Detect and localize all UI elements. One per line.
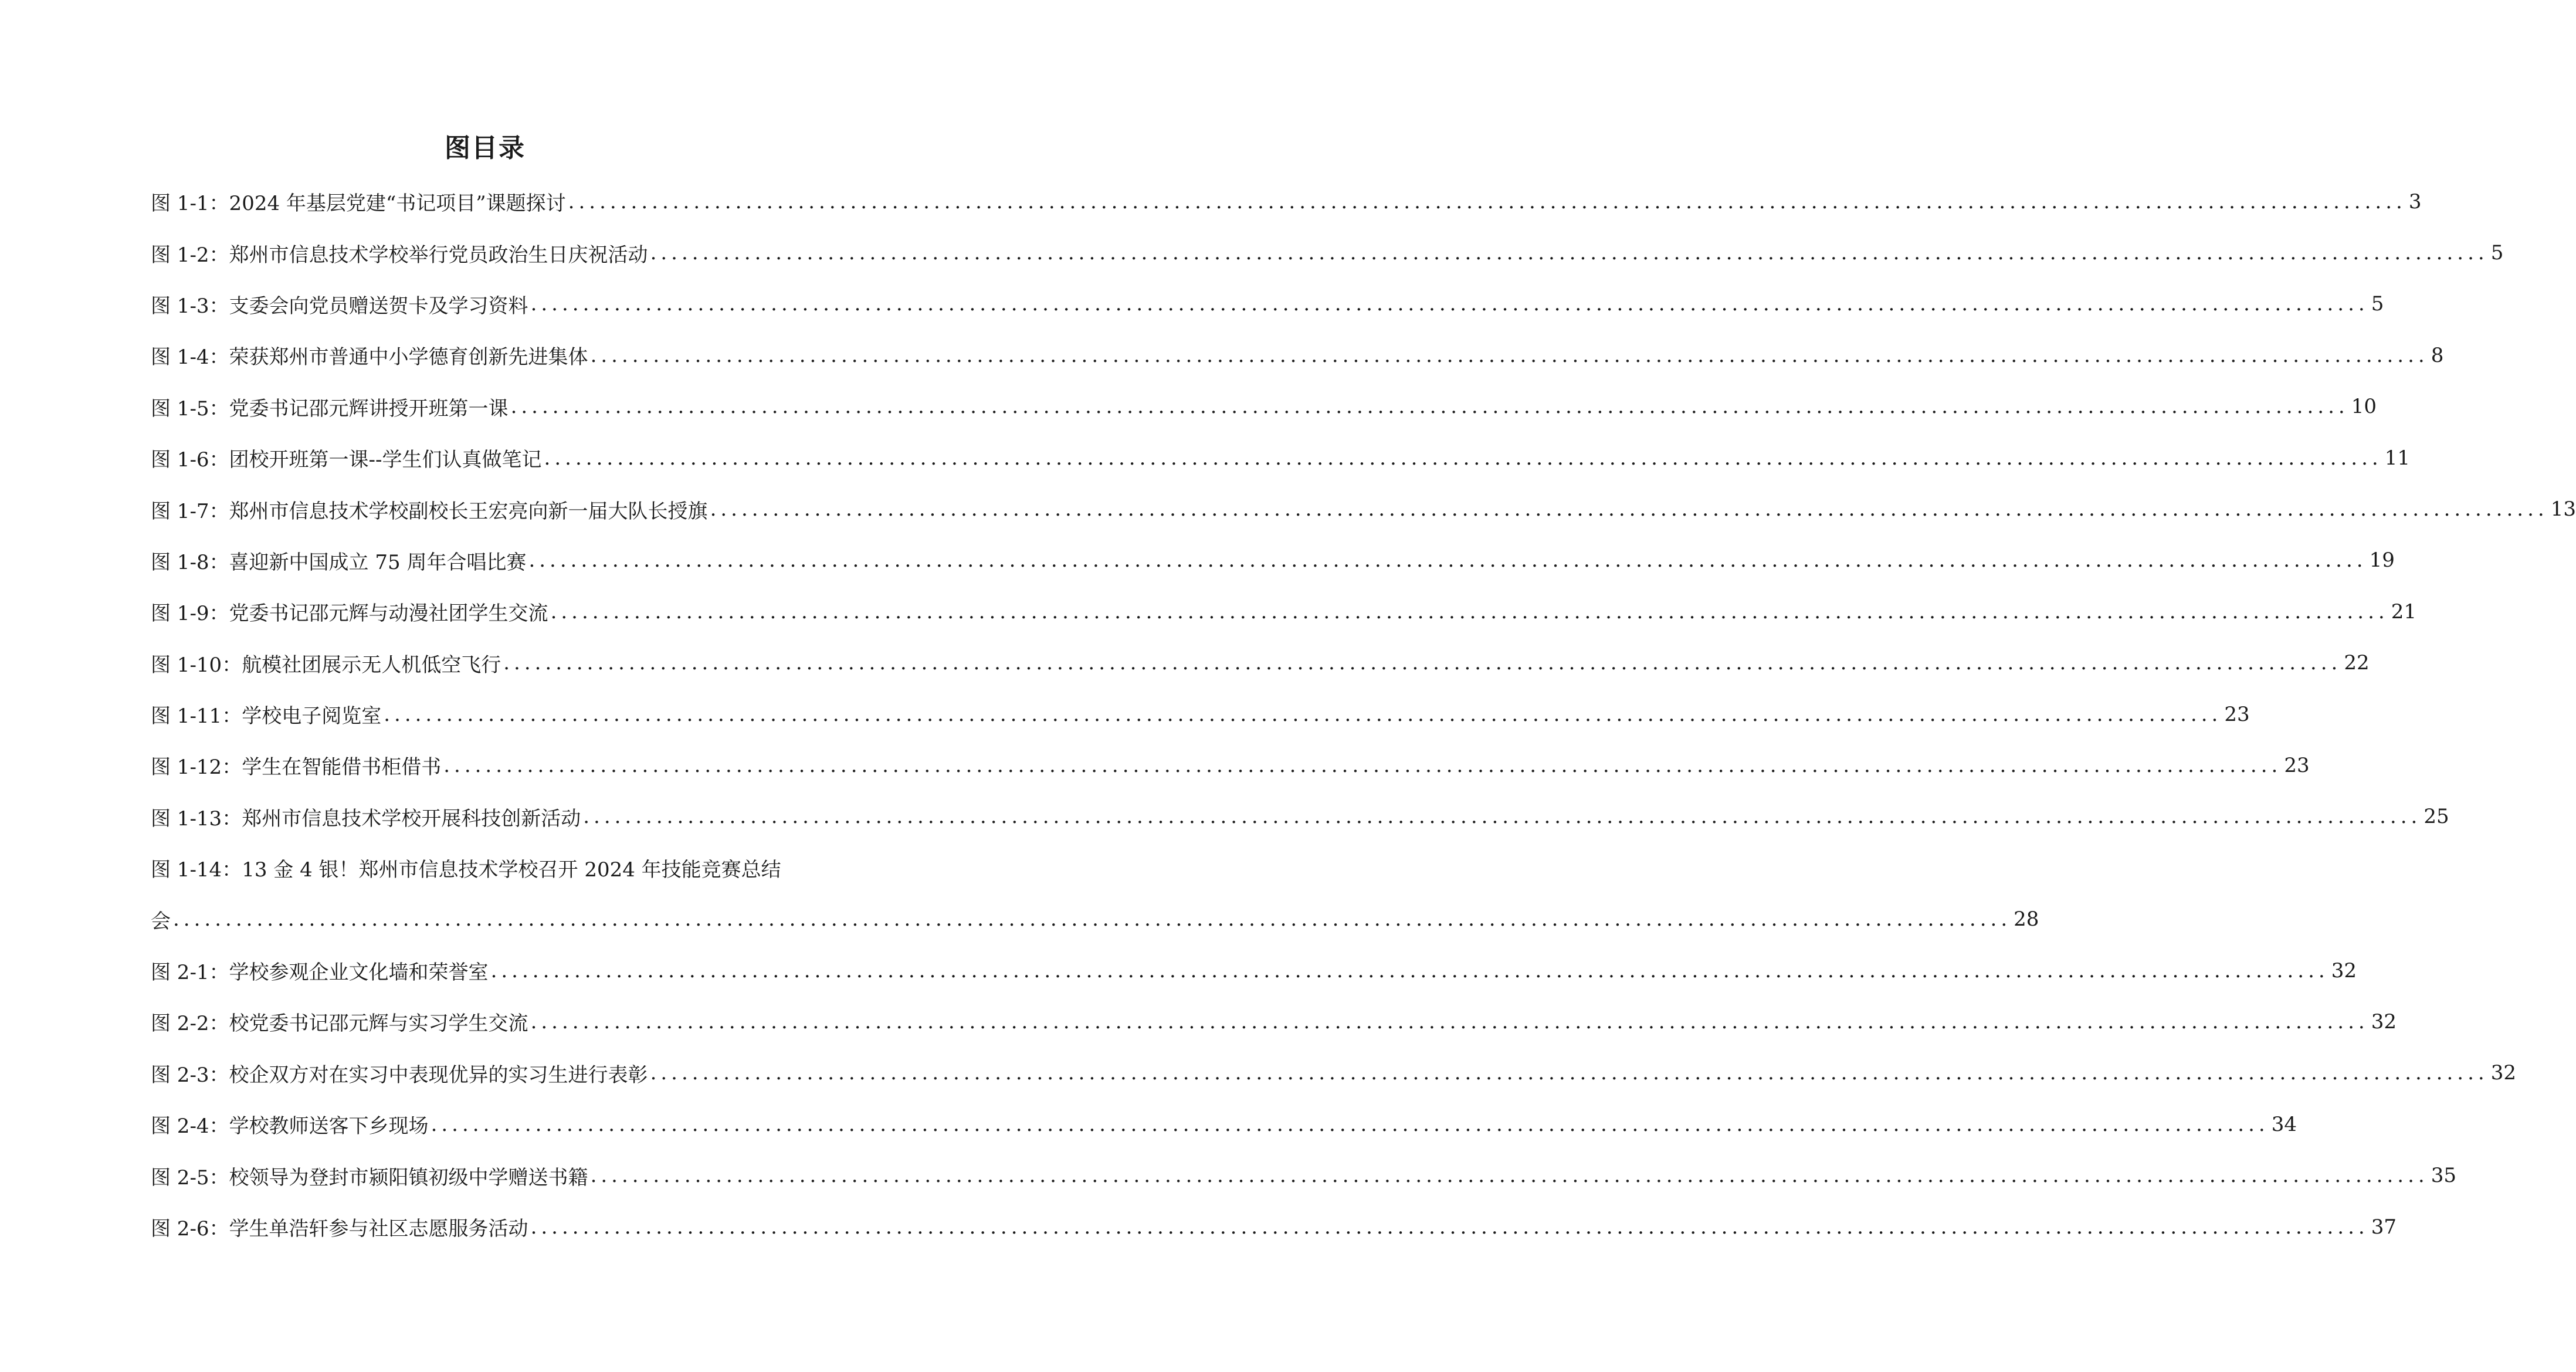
entry-page: 21 xyxy=(2391,599,2416,624)
list-item[interactable] xyxy=(151,689,2250,740)
entry-page: 11 xyxy=(2384,446,2410,470)
entry-page: 23 xyxy=(2224,702,2250,726)
entry-label: 图 2-4：学校教师送客下乡现场 xyxy=(151,1114,429,1139)
list-item[interactable] xyxy=(151,330,2444,381)
entry-label: 图 1-7：郑州市信息技术学校副校长王宏亮向新一届大队长授旗 xyxy=(151,499,708,523)
list-item-continuation[interactable] xyxy=(151,893,2039,944)
dot-leader xyxy=(710,497,2548,521)
entry-page: 5 xyxy=(2490,241,2504,265)
entry-page: 22 xyxy=(2344,651,2370,675)
entry-label: 图 2-3：校企双方对在实习中表现优异的实习生进行表彰 xyxy=(151,1063,648,1087)
entry-page: 13 xyxy=(2550,497,2576,521)
dot-leader xyxy=(591,344,2429,367)
dot-leader xyxy=(650,241,2489,265)
entry-page: 37 xyxy=(2371,1215,2397,1239)
list-item[interactable] xyxy=(151,1150,2456,1201)
entry-label-continuation: 会 xyxy=(151,909,171,933)
entry-label: 图 1-1：2024 年基层党建“书记项目”课题探讨 xyxy=(151,192,566,216)
list-item[interactable] xyxy=(151,842,827,893)
entry-label: 图 2-6：学生单浩轩参与社区志愿服务活动 xyxy=(151,1217,528,1241)
entry-label: 图 1-13：郑州市信息技术学校开展科技创新活动 xyxy=(151,807,581,831)
dot-leader xyxy=(531,1010,2369,1034)
list-item[interactable] xyxy=(151,945,2357,996)
dot-leader xyxy=(503,651,2341,675)
list-item[interactable] xyxy=(151,227,2504,278)
entry-label: 图 1-2：郑州市信息技术学校举行党员政治生日庆祝活动 xyxy=(151,243,648,267)
dot-leader xyxy=(531,1215,2369,1239)
list-item[interactable] xyxy=(151,791,2449,842)
entry-label: 图 1-10：航模社团展示无人机低空飞行 xyxy=(151,653,501,677)
list-item[interactable] xyxy=(151,740,2310,791)
entry-page: 25 xyxy=(2424,805,2449,829)
dot-leader xyxy=(173,907,2011,931)
entry-label: 图 1-8：喜迎新中国成立 75 周年合唱比赛 xyxy=(151,550,527,574)
list-item[interactable] xyxy=(151,483,2576,534)
list-item[interactable] xyxy=(151,432,2410,483)
dot-leader xyxy=(544,446,2382,470)
list-item[interactable] xyxy=(151,535,2395,586)
entry-page: 35 xyxy=(2431,1164,2456,1188)
dot-leader xyxy=(531,292,2369,316)
dot-leader xyxy=(528,548,2367,572)
entry-label: 图 1-11：学校电子阅览室 xyxy=(151,704,382,729)
list-item[interactable] xyxy=(151,1099,2297,1150)
entry-page: 5 xyxy=(2371,292,2384,316)
entry-page: 32 xyxy=(2371,1009,2397,1034)
dot-leader xyxy=(583,805,2421,828)
entry-label: 图 1-4：荣获郑州市普通中小学德育创新先进集体 xyxy=(151,345,588,370)
list-item[interactable] xyxy=(151,381,2377,432)
dot-leader xyxy=(551,600,2389,624)
entry-label: 图 2-1：学校参观企业文化墙和荣誉室 xyxy=(151,961,489,985)
dot-leader xyxy=(431,1113,2269,1136)
entry-label: 图 2-5：校领导为登封市颍阳镇初级中学赠送书籍 xyxy=(151,1166,588,1190)
list-item[interactable] xyxy=(151,586,2416,637)
entry-page: 32 xyxy=(2331,958,2357,983)
dot-leader xyxy=(491,959,2329,983)
dot-leader xyxy=(443,754,2282,777)
list-item[interactable] xyxy=(151,638,2370,689)
entry-label: 图 2-2：校党委书记邵元辉与实习学生交流 xyxy=(151,1012,528,1036)
entry-page: 34 xyxy=(2271,1112,2297,1136)
entry-page: 32 xyxy=(2490,1061,2516,1085)
entry-page: 19 xyxy=(2369,548,2395,572)
list-item[interactable] xyxy=(151,176,2422,227)
figure-list xyxy=(151,176,2576,1252)
entry-label: 图 1-14：13 金 4 银！郑州市信息技术学校召开 2024 年技能竞赛总结 xyxy=(151,858,781,882)
list-item[interactable] xyxy=(151,996,2397,1047)
dot-leader xyxy=(591,1164,2429,1187)
entry-page: 23 xyxy=(2284,753,2310,777)
entry-page: 10 xyxy=(2351,395,2377,419)
entry-label: 图 1-3：支委会向党员赠送贺卡及学习资料 xyxy=(151,294,528,318)
list-item[interactable] xyxy=(151,1201,2397,1252)
entry-label: 图 1-5：党委书记邵元辉讲授开班第一课 xyxy=(151,397,509,421)
entry-label: 图 1-6：团校开班第一课--学生们认真做笔记 xyxy=(151,448,542,472)
list-item[interactable] xyxy=(151,1048,2516,1099)
entry-label: 图 1-12：学生在智能借书柜借书 xyxy=(151,756,442,780)
dot-leader xyxy=(650,1061,2489,1085)
list-item[interactable] xyxy=(151,279,2384,330)
entry-page: 28 xyxy=(2014,907,2039,931)
page-title: 图目录 xyxy=(445,133,526,163)
dot-leader xyxy=(511,395,2349,418)
entry-page: 8 xyxy=(2431,343,2444,367)
entry-page: 3 xyxy=(2408,189,2422,214)
dot-leader xyxy=(568,190,2406,214)
dot-leader xyxy=(384,703,2222,726)
entry-label: 图 1-9：党委书记邵元辉与动漫社团学生交流 xyxy=(151,602,548,626)
